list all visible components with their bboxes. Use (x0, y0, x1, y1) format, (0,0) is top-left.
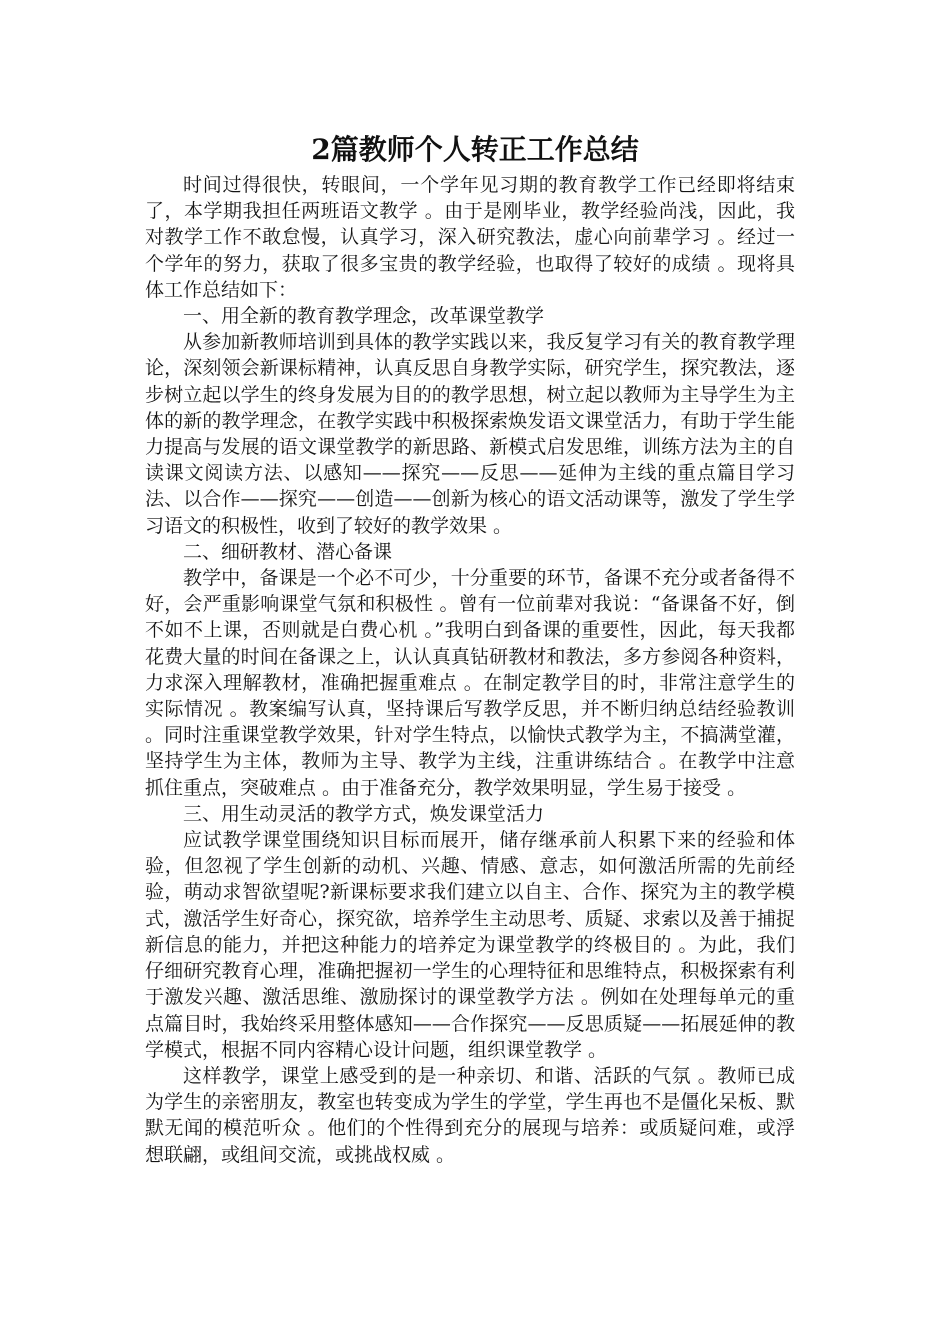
document-body (145, 172, 795, 1168)
section-1-paragraph: 从参加新教师培训到具体的教学实践以来，我反复学习有关的教育教学理论，深刻领会新课标精神，认真反思自身教学实际，研究学生，探究教法，逐步树立起以学生的终身发展为目的的教学思想，树立起以教师为主导学生为主体的新的教学理念，在教学实践中积极探索焕发语文课堂活力，有助于学生能力提高与发展的语文课堂教学的新思路、新模式启发思维，训练方法为主的自读课文阅读方法、以感知——探究——反思——延伸为主线的重点篇目学习法、以合作——探究——创造——创新为核心的语文活动课等，激发了学生学习语文的积极性，收到了较好的教学效果 。 (145, 331, 795, 537)
intro-paragraph: 时间过得很快，转眼间，一个学年见习期的教育教学工作已经即将结束了，本学期我担任两班语文教学 。由于是刚毕业，教学经验尚浅，因此，我对教学工作不敢怠慢，认真学习，深入研究教法，虚心向前辈学习 。经过一个学年的努力，获取了很多宝贵的教学经验，也取得了较好的成绩 。现将具体工作总结如下： (145, 174, 795, 301)
section-3-paragraph: 应试教学课堂围绕知识目标而展开，储存继承前人积累下来的经验和体验，但忽视了学生创新的动机、兴趣、情感、意志，如何激活所需的先前经验，萌动求智欲望呢?新课标要求我们建立以自主、合作、探究为主的教学模式，激活学生好奇心，探究欲，培养学生主动思考、质疑、求索以及善于捕捉新信息的能力，并把这种能力的培养定为课堂教学的终极目的 。为此，我们仔细研究教育心理，准确把握初一学生的心理特征和思维特点，积极探索有利于激发兴趣、激活思维、激励探讨的课堂教学方法 。例如在处理每单元的重点篇目时，我始终采用整体感知——合作探究——反思质疑——拓展延伸的教学模式，根据不同内容精心设计问题，组织课堂教学 。 (145, 829, 795, 1061)
section-heading-3: 三、用生动灵活的教学方式，焕发课堂活力 (183, 802, 545, 825)
section-3-paragraph-2: 这样教学，课堂上感受到的是一种亲切、和谐、活跃的气氛 。教师已成为学生的亲密朋友，教室也转变成为学生的学堂，学生再也不是僵化呆板、默默无闻的模范听众 。他们的个性得到充分的展现与培养：或质疑问难，或浮想联翩，或组间交流，或挑战权威 。 (145, 1064, 795, 1166)
section-heading-1: 一、用全新的教育教学理念，改革课堂教学 (183, 305, 545, 328)
section-2-paragraph: 教学中，备课是一个必不可少，十分重要的环节，备课不充分或者备得不好，会严重影响课堂气氛和积极性 。曾有一位前辈对我说：“备课备不好，倒不如不上课，否则就是白费心机 。”我明白到备课的重要性，因此，每天我都花费大量的时间在备课之上，认认真真钻研教材和教法，多方参阅各种资料，力求深入理解教材，准确把握重难点 。在制定教学目的时，非常注意学生的实际情况 。教案编写认真，坚持课后写教学反思，并不断归纳总结经验教训 。同时注重课堂教学效果，针对学生特点，以愉快式教学为主，不搞满堂灌，坚持学生为主体，教师为主导、教学为主线，注重讲练结合 。在教学中注意抓住重点，突破难点 。由于准备充分，教学效果明显，学生易于接受 。 (145, 567, 795, 799)
section-heading-2: 二、细研教材、潜心备课 (183, 540, 393, 563)
document-title: 2篇教师个人转正工作总结 (311, 133, 639, 166)
